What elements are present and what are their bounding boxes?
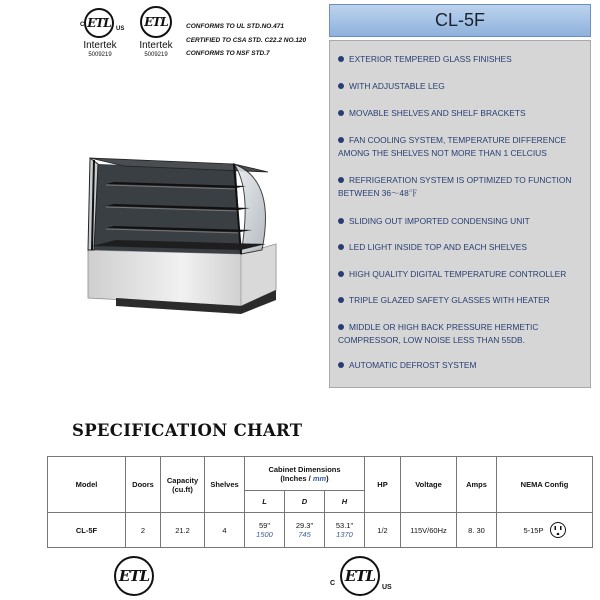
intertek-number: 5009219 [88,52,112,58]
etl-c-letter: C [80,22,85,28]
cell-nema [497,513,593,548]
footer-etl-logo-1 [114,556,158,600]
header-length: L [245,491,285,513]
etl-cert-logo-1 [78,4,128,60]
etl-cert-logo-2 [134,4,184,60]
etl-mark-text: ETL [144,15,168,29]
height-inches: 53.1" [335,521,354,530]
feature-item [338,174,590,199]
cabinet-dimensions-units [245,474,364,483]
intertek-number: 5009219 [144,52,168,58]
bullet-icon [338,362,344,368]
feature-text: HIGH QUALITY DIGITAL TEMPERATURE CONTROLLER [349,269,567,279]
etl-mark-text: ETL [344,567,376,585]
standard-line: CERTIFIED TO CSA STD. C22.2 NO.120 [186,36,307,44]
units-metric: mm [312,473,327,483]
bullet-icon [338,297,344,303]
etl-mark-text: ETL [118,567,150,585]
length-inches: 59" [258,521,270,530]
header-model: Model [48,457,126,513]
display-case-image [86,150,280,326]
intertek-brand: Intertek [83,40,117,51]
bullet-icon [338,56,344,62]
units-prefix: (Inches / [280,473,313,483]
header-cabinet-dimensions [245,457,365,491]
feature-item [338,107,590,120]
features-panel [329,40,591,388]
bullet-icon [338,83,344,89]
header-nema: NEMA Config [497,457,593,513]
feature-text: SLIDING OUT IMPORTED CONDENSING UNIT [349,216,530,226]
standard-line: CONFORMS TO UL STD.NO.471 [186,23,284,30]
spec-chart-title: SPECIFICATION CHART [72,421,303,440]
spec-table [47,456,593,548]
feature-text: AUTOMATIC DEFROST SYSTEM [349,360,477,370]
etl-us-letters: US [116,26,125,32]
cell-capacity: 21.2 [161,513,205,548]
header-shelves: Shelves [205,457,245,513]
header-depth: D [285,491,325,513]
feature-item [338,268,590,281]
feature-item [338,53,590,66]
feature-item [338,241,590,254]
bullet-icon [338,137,344,143]
standard-line: CONFORMS TO NSF STD.7 [186,50,270,57]
etl-mark-text: ETL [87,16,111,30]
bullet-icon [338,218,344,224]
cell-voltage: 115V/60Hz [401,513,457,548]
footer-etl-logo-2 [330,556,400,600]
nema-label: 5-15P [523,525,544,535]
cell-amps: 8. 30 [457,513,497,548]
units-suffix: ) [326,473,329,483]
header-hp: HP [365,457,401,513]
model-title: CL-5F [434,10,485,30]
etl-ring [114,556,154,596]
cell-hp: 1/2 [365,513,401,548]
etl-ring [140,6,172,38]
feature-text: MOVABLE SHELVES AND SHELF BRACKETS [349,108,526,118]
cell-doors: 2 [126,513,161,548]
feature-text: EXTERIOR TEMPERED GLASS FINISHES [349,54,512,64]
depth-inches: 29.3" [295,521,314,530]
bullet-icon [338,271,344,277]
header-voltage: Voltage [401,457,457,513]
cell-height [325,513,365,548]
feature-text: FAN COOLING SYSTEM, TEMPERATURE DIFFERENCE AMONG THE SHELVES NOT MORE THAN 1 CELCIUS [338,135,566,158]
cell-model: CL-5F [48,513,126,548]
header-height: H [325,491,365,513]
etl-ring [84,8,114,38]
cabinet-dimensions-label: Cabinet Dimensions [268,464,341,474]
header-doors: Doors [126,457,161,513]
depth-mm: 745 [298,530,311,539]
header-capacity: Capacity (cu.ft) [161,457,205,513]
feature-item [338,294,590,307]
feature-text: WITH ADJUSTABLE LEG [349,81,445,91]
height-mm: 1370 [336,530,353,539]
cell-shelves: 4 [205,513,245,548]
feature-text: REFRIGERATION SYSTEM IS OPTIMIZED TO FUNCTION BETWEEN 36～48℉ [338,175,572,198]
bullet-icon [338,177,344,183]
feature-item [338,359,590,372]
length-mm: 1500 [256,530,273,539]
nema-plug-icon [550,522,566,538]
bullet-icon [338,110,344,116]
feature-item [338,321,590,346]
standards-list [186,20,306,61]
bullet-icon [338,324,344,330]
etl-c-letter: C [330,580,336,587]
feature-text: TRIPLE GLAZED SAFETY GLASSES WITH HEATER [349,295,550,305]
etl-us-letters: US [382,584,392,591]
feature-item [338,215,590,228]
model-title-box [329,4,591,37]
feature-text: MIDDLE OR HIGH BACK PRESSURE HERMETIC COMPRESSOR, LOW NOISE LESS THAN 55DB. [338,322,539,345]
cell-depth [285,513,325,548]
feature-item [338,80,590,93]
cell-length [245,513,285,548]
feature-item [338,134,590,159]
intertek-brand: Intertek [139,40,173,51]
bullet-icon [338,244,344,250]
feature-text: LED LIGHT INSIDE TOP AND EACH SHELVES [349,242,527,252]
header-amps: Amps [457,457,497,513]
etl-ring [340,556,380,596]
